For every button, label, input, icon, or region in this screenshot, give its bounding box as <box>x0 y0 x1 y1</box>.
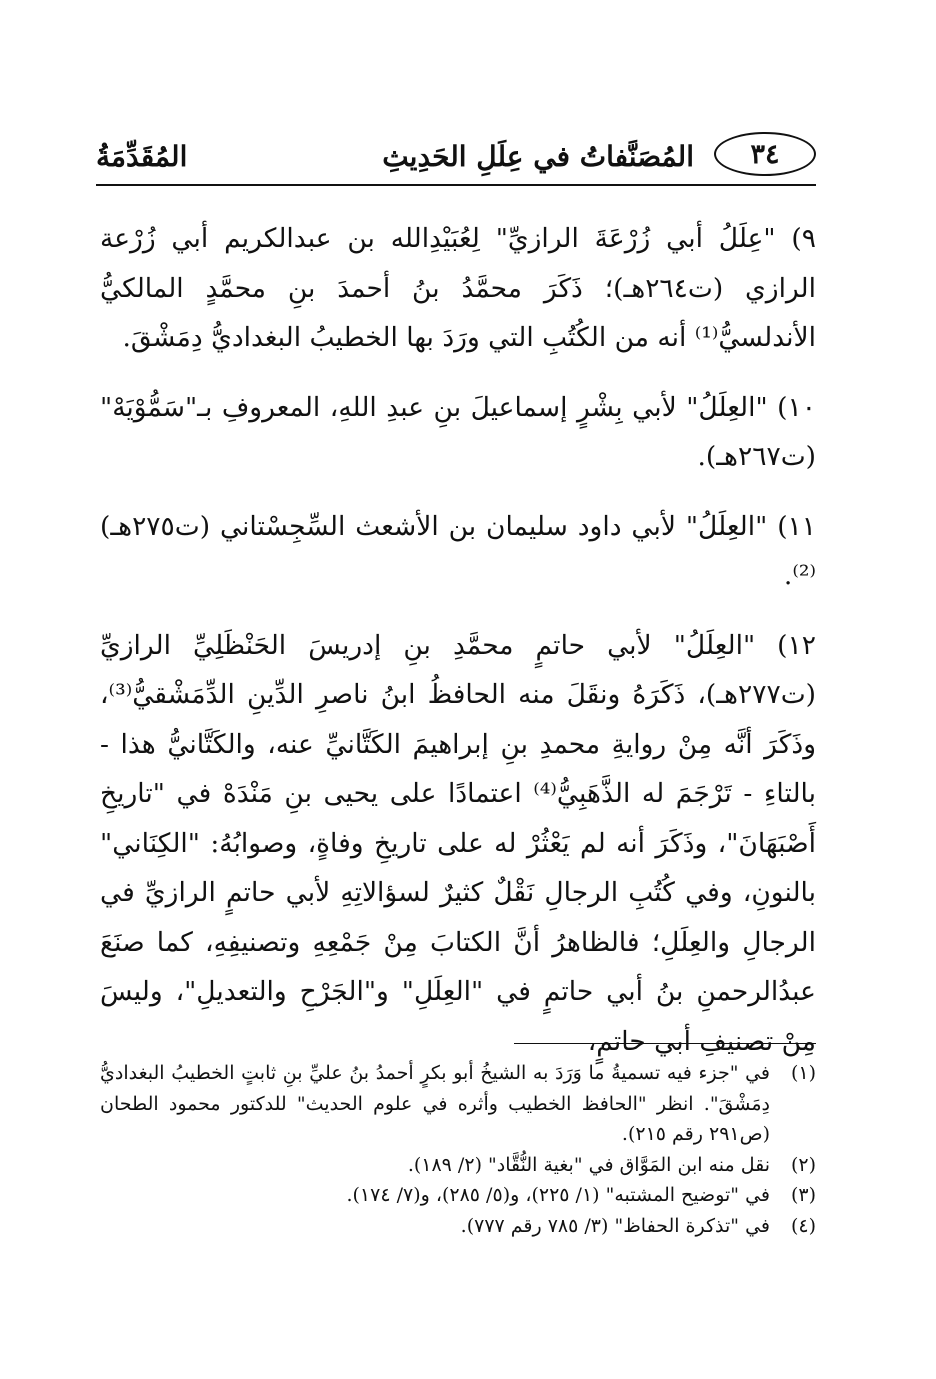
page-header <box>96 132 816 190</box>
footnotes <box>100 1058 816 1241</box>
footnote-number: (٤) <box>790 1214 816 1237</box>
page-number: ٣٤ <box>714 132 816 176</box>
footnote-text: في "توضيح المشتبه" (١/ ٢٢٥)، و(٥/ ٢٨٥)، و(٧/ ١٧٤). <box>346 1184 770 1206</box>
footnote-rule <box>514 1043 816 1044</box>
footnote-text: في "تذكرة الحفاظ" (٣/ ٧٨٥ رقم ٧٧٧). <box>460 1214 770 1237</box>
footnote-1 <box>100 1058 816 1150</box>
section-title: المُقَدِّمَةُ <box>96 140 188 173</box>
book-title: المُصَنَّفاتُ في عِلَلِ الحَدِيثِ <box>382 140 694 173</box>
footnote-4 <box>100 1211 816 1242</box>
header-rule <box>96 184 816 186</box>
footnote-text: في "جزء فيه تسميةُ ما وَرَدَ به الشيخُ أبو بكرٍ أحمدُ بنُ عليِّ بنِ ثابتٍ الخطيبُ البغداديُّ دِمَشْقَ". انظر "الحافظ الخطيب وأثره في علوم الحديث" للدكتور محمود الطحان (ص٢٩١ رقم ٢١٥). <box>100 1062 770 1145</box>
footnote-number: (٢) <box>790 1153 816 1176</box>
footnote-2 <box>100 1150 816 1181</box>
paragraph-item-9: ٩) "عِلَلُ أبي زُرْعَةَ الرازيِّ" لِعُبَيْدِالله بن عبدالكريم أبي زُرْعة الرازي (ت٢٦٤هـ)؛ ذَكَرَ محمَّدُ بنُ أحمدَ بنِ محمَّدٍ المالكيُّ الأندلسيُّ⁽¹⁾ أنه من الكُتُبِ التي ورَدَ بها الخطيبُ البغداديُّ دِمَشْقَ. <box>100 223 816 353</box>
paragraph-item-11: ١١) "العِلَلُ" لأبي داود سليمان بن الأشعث السِّجِسْتاني (ت٢٧٥هـ)⁽²⁾. <box>100 510 816 591</box>
main-text <box>100 214 816 1066</box>
footnote-number: (١) <box>790 1062 816 1084</box>
paragraph-item-10: ١٠) "العِلَلُ" لأبي بِشْرٍ إسماعيلَ بنِ عبدِ اللهِ، المعروفِ بـ"سَمُّوْيَهْ" (ت٢٦٧هـ). <box>100 391 816 472</box>
footnote-text: نقل منه ابن المَوَّاق في "بغية النُّقَّاد" (٢/ ١٨٩). <box>407 1153 770 1176</box>
paragraph-item-12: ١٢) "العِلَلُ" لأبي حاتمٍ محمَّدِ بنِ إدريسَ الحَنْظَلِيِّ الرازيِّ (ت٢٧٧هـ)، ذَكَرَهُ ونقَلَ منه الحافظُ ابنُ ناصرِ الدِّينِ الدِّمَشْقيُّ⁽³⁾، وذَكَرَ أنَّه مِنْ روايةِ محمدِ بنِ إبراهيمَ الكَتَّانيِّ عنه، والكَتَّانيُّ هذا - بالتاءِ - تَرْجَمَ له الذَّهَبِيُّ⁽⁴⁾ اعتمادًا على يحيى بنِ مَنْدَهْ في "تاريخِ أَصْبَهَانَ"، وذَكَرَ أنه لم يَعْثُرْ له على تاريخِ وفاةٍ، وصوابُهُ: "الكِنَاني" بالنونِ، وفي كُتُبِ الرجالِ نَقْلٌ كثيرٌ لسؤالاتِهِ لأبي حاتمٍ الرازيِّ في الرجالِ والعِلَلِ؛ فالظاهرُ أنَّ الكتابَ مِنْ جَمْعِهِ وتصنيفِهِ، كما صنَعَ عبدُالرحمنِ بنُ أبي حاتمٍ في "العِلَلِ" و"الجَرْحِ والتعديلِ"، وليسَ مِنْ تصنيفِ أبي حاتمٍ، <box>100 629 816 1057</box>
footnote-number: (٣) <box>790 1184 816 1206</box>
footnote-3 <box>100 1180 816 1211</box>
